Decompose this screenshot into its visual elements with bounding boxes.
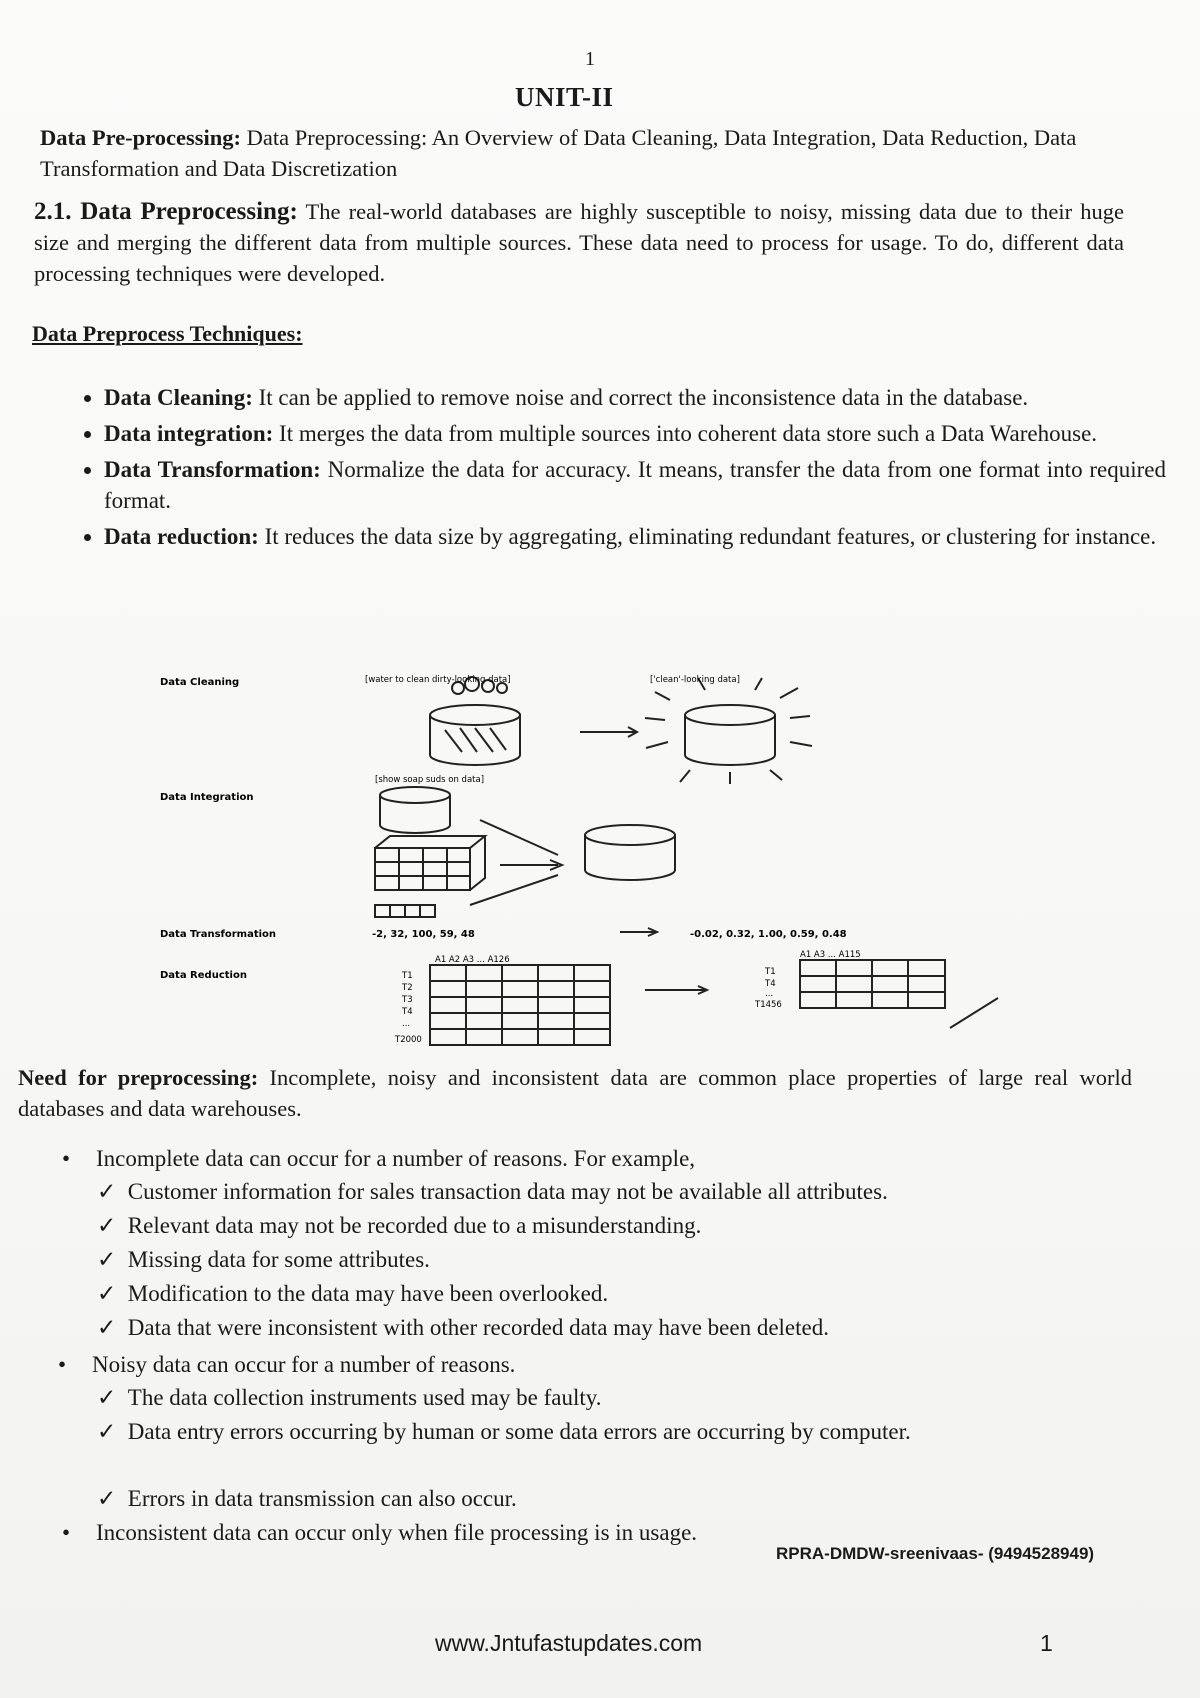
check-item: ✓ The data collection instruments used may be faulty. (97, 1385, 602, 1410)
row-label: T1 (402, 971, 413, 981)
noisy-bullet-text: Noisy data can occur for a number of reasons. (92, 1352, 516, 1377)
section-2-1 (34, 196, 1124, 289)
cleaning-note-before: [water to clean dirty-looking data] (365, 675, 511, 685)
check-item: ✓ Missing data for some attributes. (97, 1247, 430, 1272)
technique-item (104, 382, 1166, 413)
sparkle-lines (645, 678, 812, 784)
intro-text: Data Preprocessing: An Overview of Data Cleaning, Data Integration, Data Reduction, Data Transformation and Data Discretization (40, 125, 1077, 181)
incomplete-bullet-text: Incomplete data can occur for a number of reasons. For example, (96, 1146, 696, 1171)
check-item: ✓ Data entry errors occurring by human or some data errors are occurring by computer. (97, 1415, 1137, 1448)
footer-page-number: 1 (1040, 1630, 1053, 1656)
reduction-left-grid (430, 965, 610, 1045)
clean-db-top (685, 705, 775, 725)
need-label: Need for preprocessing: (18, 1065, 259, 1090)
unit-title: UNIT-II (515, 82, 614, 112)
check-item: ✓ Data that were inconsistent with other recorded data may have been deleted. (97, 1315, 829, 1340)
check-item-text: Relevant data may not be recorded due to a misunderstanding. (127, 1213, 702, 1238)
footer-url[interactable]: www.Jntufastupdates.com (435, 1630, 703, 1656)
dirty-db-top (430, 705, 520, 725)
need-paragraph (18, 1062, 1132, 1124)
technique-label: Data integration: (104, 421, 274, 446)
check-item-text: Missing data for some attributes. (127, 1247, 430, 1272)
check-item-text: Customer information for sales transaction data may not be available all attributes. (127, 1179, 888, 1204)
row-label: ... (402, 1019, 411, 1029)
check-item: ✓ Customer information for sales transaction data may not be available all attributes. (97, 1179, 888, 1204)
row-label: T1456 (755, 1000, 782, 1010)
cleaning-label: Data Cleaning (160, 677, 240, 688)
need-text: Incomplete, noisy and inconsistent data are common place properties of large real world databases and data warehouses. (18, 1065, 1132, 1121)
reduction-right-cols: A1 A3 ... A115 (800, 950, 861, 960)
preprocessing-diagram (150, 660, 1110, 1060)
check-item: ✓ Relevant data may not be recorded due to a misunderstanding. (97, 1213, 702, 1238)
page-number-top: 1 (585, 48, 595, 70)
technique-item (104, 454, 1166, 516)
technique-label: Data Cleaning: (104, 385, 253, 410)
check-item-text: Modification to the data may have been overlooked. (127, 1281, 609, 1306)
row-label: T2 (402, 983, 413, 993)
row-label: ... (765, 989, 774, 999)
row-label: T4 (402, 1007, 413, 1017)
transformation-before: -2, 32, 100, 59, 48 (372, 929, 475, 940)
check-item-text: The data collection instruments used may be faulty. (127, 1385, 602, 1410)
section-2-1-text: The real-world databases are highly susceptible to noisy, missing data due to their huge size and merging the different data from multiple sources. These data need to process for usage. To do, different data processing techniques were developed. (34, 199, 1124, 286)
technique-text: Normalize the data for accuracy. It means, transfer the data from one format into required format. (104, 457, 1166, 513)
cleaning-note-below: [show soap suds on data] (375, 775, 485, 785)
intro-label: Data Pre-processing: (40, 125, 242, 150)
techniques-heading: Data Preprocess Techniques: (32, 321, 303, 346)
check-item: ✓ Errors in data transmission can also occur. (97, 1486, 517, 1511)
reduction-right-grid (800, 960, 945, 1008)
inconsistent-bullet-text: Inconsistent data can occur only when file processing is in usage. (96, 1520, 698, 1545)
technique-item (104, 521, 1166, 552)
row-label: T1 (765, 967, 776, 977)
techniques-list (60, 382, 1166, 557)
technique-label: Data Transformation: (104, 457, 321, 482)
check-item-text: Errors in data transmission can also occur. (127, 1486, 517, 1511)
technique-item (104, 418, 1166, 449)
technique-text: It can be applied to remove noise and correct the inconsistence data in the database. (252, 385, 1029, 410)
transformation-label: Data Transformation (160, 929, 277, 940)
bullet-dot: • (62, 1520, 71, 1545)
reduction-right-rows (754, 967, 782, 1010)
bullet-dot: • (62, 1146, 71, 1171)
reduction-left-rows (394, 971, 422, 1045)
section-2-1-label: 2.1. Data Preprocessing: (34, 198, 298, 225)
pen-mark (950, 998, 998, 1028)
source-db-top (380, 787, 450, 803)
reduction-label: Data Reduction (160, 970, 247, 981)
bullet-dot: • (58, 1352, 67, 1377)
row-label: T3 (402, 995, 413, 1005)
dirty-db-hatch (445, 728, 506, 752)
cleaning-note-after: ['clean'-looking data] (650, 675, 740, 685)
source-cube-grid (375, 848, 470, 890)
transformation-after: -0.02, 0.32, 1.00, 0.59, 0.48 (690, 929, 847, 940)
technique-text: It merges the data from multiple sources into coherent data store such a Data Warehouse. (273, 421, 1098, 446)
check-item-text: Data entry errors occurring by human or some data errors are occurring by computer. (127, 1419, 911, 1444)
reduction-left-cols: A1 A2 A3 ... A126 (435, 955, 510, 965)
noisy-bullet (58, 1348, 1118, 1381)
check-item: ✓ Modification to the data may have been overlooked. (97, 1281, 609, 1306)
author-signature: RPRA-DMDW-sreenivaas- (9494528949) (776, 1544, 1095, 1563)
reduction-left-table (430, 965, 610, 1045)
target-db-top (585, 825, 675, 845)
incomplete-bullet (62, 1142, 1122, 1175)
check-item-text: Data that were inconsistent with other recorded data may have been deleted. (127, 1315, 829, 1340)
intro-paragraph (40, 122, 1160, 184)
source-table-grid (390, 905, 420, 917)
technique-label: Data reduction: (104, 524, 259, 549)
row-label: T4 (765, 979, 776, 989)
technique-text: It reduces the data size by aggregating, eliminating redundant features, or clustering for instance. (258, 524, 1157, 549)
integration-lines (470, 820, 558, 905)
row-label: T2000 (395, 1035, 422, 1045)
integration-label: Data Integration (160, 792, 254, 803)
